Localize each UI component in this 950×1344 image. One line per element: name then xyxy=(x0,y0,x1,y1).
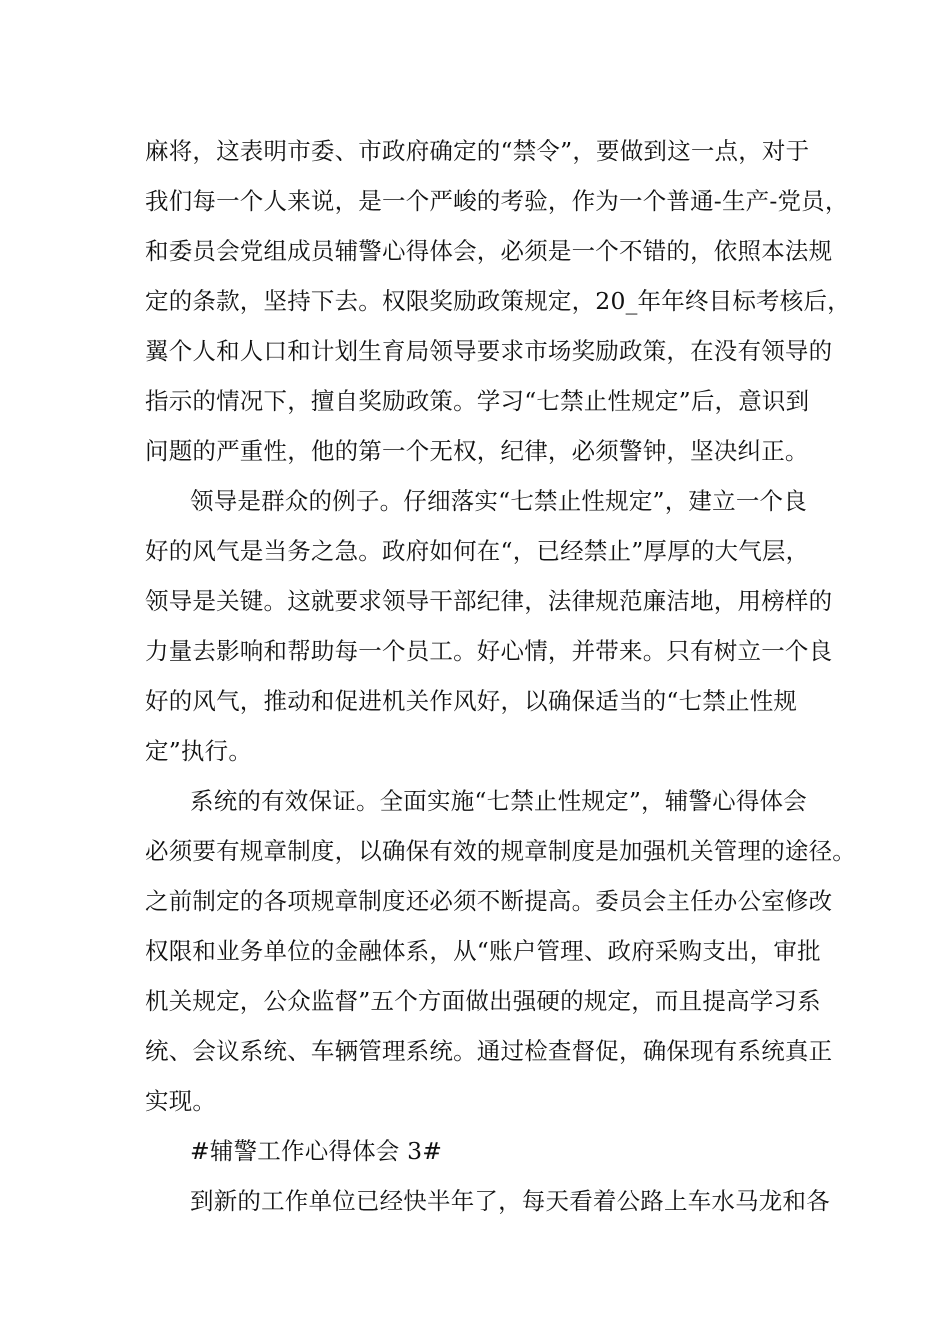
paragraph-3-line-4: 权限和业务单位的金融体系，从“账户管理、政府采购支出，审批 xyxy=(145,937,821,965)
paragraph-3-line-1: 系统的有效保证。全面实施“七禁止性规定”，辅警心得体会 xyxy=(190,787,807,815)
paragraph-3-line-3: 之前制定的各项规章制度还必须不断提高。委员会主任办公室修改 xyxy=(145,887,833,915)
paragraph-1-line-7: 问题的严重性，他的第一个无权，纪律，必须警钟，坚决纠正。 xyxy=(145,437,809,465)
paragraph-2-line-1: 领导是群众的例子。仔细落实“七禁止性规定”，建立一个良 xyxy=(190,487,807,515)
paragraph-3-line-2: 必须要有规章制度，以确保有效的规章制度是加强机关管理的途径。 xyxy=(145,837,856,865)
paragraph-1-line-4: 定的条款，坚持下去。权限奖励政策规定，20_年年终目标考核后， xyxy=(145,287,851,315)
paragraph-1-line-3: 和委员会党组成员辅警心得体会，必须是一个不错的，依照本法规 xyxy=(145,237,833,265)
paragraph-3-line-5: 机关规定，公众监督”五个方面做出强硬的规定，而且提高学习系 xyxy=(145,987,821,1015)
paragraph-3-line-7: 实现。 xyxy=(145,1087,217,1115)
paragraph-2-line-5: 好的风气，推动和促进机关作风好，以确保适当的“七禁止性规 xyxy=(145,687,798,715)
paragraph-4-line-1: 到新的工作单位已经快半年了，每天看着公路上车水马龙和各 xyxy=(190,1187,830,1215)
section-heading: #辅警工作心得体会 3# xyxy=(190,1137,443,1165)
paragraph-2-line-4: 力量去影响和帮助每一个员工。好心情，并带来。只有树立一个良 xyxy=(145,637,833,665)
paragraph-2-line-6: 定”执行。 xyxy=(145,737,253,765)
paragraph-1-line-1: 麻将，这表明市委、市政府确定的“禁令”，要做到这一点，对于 xyxy=(145,137,810,165)
paragraph-1-line-6: 指示的情况下，擅自奖励政策。学习“七禁止性规定”后，意识到 xyxy=(145,387,810,415)
paragraph-1-line-5: 翼个人和人口和计划生育局领导要求市场奖励政策，在没有领导的 xyxy=(145,337,833,365)
paragraph-2-line-3: 领导是关键。这就要求领导干部纪律，法律规范廉洁地，用榜样的 xyxy=(145,587,833,615)
paragraph-1-line-2: 我们每一个人来说，是一个严峻的考验，作为一个普通-生产-党员， xyxy=(145,187,849,215)
paragraph-3-line-6: 统、会议系统、车辆管理系统。通过检查督促，确保现有系统真正 xyxy=(145,1037,833,1065)
paragraph-2-line-2: 好的风气是当务之急。政府如何在“，已经禁止”厚厚的大气层， xyxy=(145,537,810,565)
